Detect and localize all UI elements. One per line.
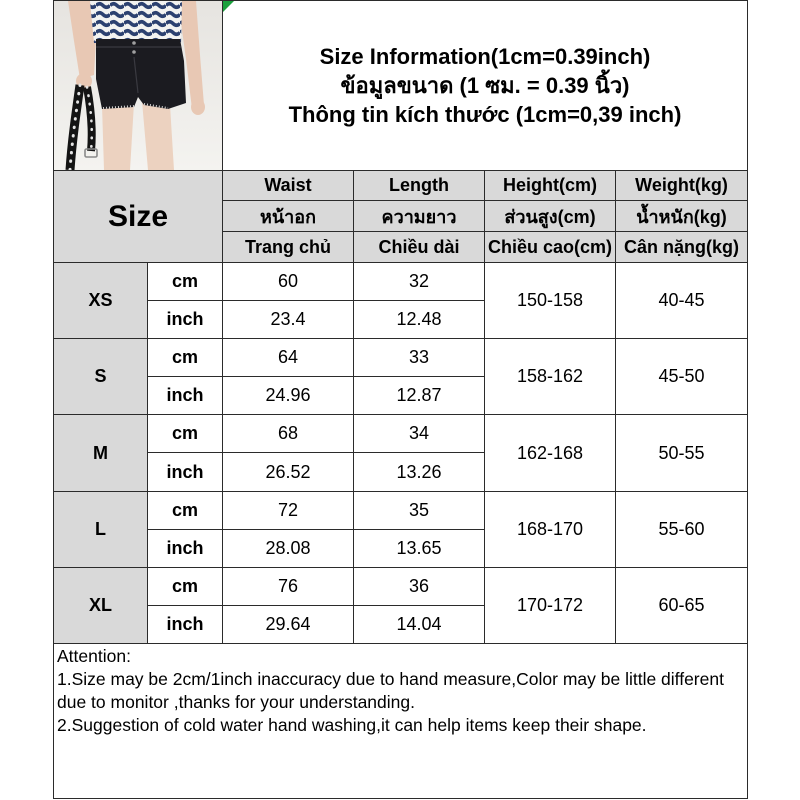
header-height-th: ส่วนสูง(cm)	[485, 201, 615, 231]
waist-cm-value: 60	[223, 263, 353, 300]
unit-label-inch: inch	[148, 606, 222, 643]
waist-inch-value: 29.64	[223, 606, 353, 643]
length-inch-value: 12.87	[354, 377, 484, 414]
size-chart	[53, 0, 748, 799]
attention-heading: Attention:	[57, 646, 131, 666]
waist-cm-value: 68	[223, 415, 353, 452]
header-weight-vi: Cân nặng(kg)	[616, 232, 747, 262]
header-height-en: Height(cm)	[485, 171, 615, 200]
waist-inch-value: 28.08	[223, 530, 353, 567]
model-striped-top	[90, 1, 182, 43]
weight-range: 60-65	[616, 568, 747, 643]
height-range: 150-158	[485, 263, 615, 338]
size-label: M	[54, 415, 147, 491]
waist-cm-value: 76	[223, 568, 353, 605]
weight-range: 40-45	[616, 263, 747, 338]
unit-label-inch: inch	[148, 301, 222, 338]
length-cm-value: 32	[354, 263, 484, 300]
header-weight-en: Weight(kg)	[616, 171, 747, 200]
weight-range: 55-60	[616, 492, 747, 567]
shorts-button-top	[132, 41, 136, 45]
length-inch-value: 12.48	[354, 301, 484, 338]
header-weight-th: น้ำหนัก(kg)	[616, 201, 747, 231]
size-label: XL	[54, 568, 147, 643]
size-label: XS	[54, 263, 147, 338]
unit-label-cm: cm	[148, 492, 222, 529]
model-left-leg	[102, 103, 134, 170]
unit-label-inch: inch	[148, 530, 222, 567]
unit-label-cm: cm	[148, 415, 222, 452]
weight-range: 45-50	[616, 339, 747, 414]
unit-label-inch: inch	[148, 377, 222, 414]
length-cm-value: 35	[354, 492, 484, 529]
height-range: 162-168	[485, 415, 615, 491]
size-info-title	[223, 1, 747, 170]
height-range: 170-172	[485, 568, 615, 643]
model-right-hand	[191, 99, 205, 115]
height-range: 158-162	[485, 339, 615, 414]
header-length-vi: Chiều dài	[354, 232, 484, 262]
model-black-shorts	[96, 39, 186, 109]
unit-label-cm: cm	[148, 339, 222, 376]
height-range: 168-170	[485, 492, 615, 567]
striped-top-body	[90, 1, 182, 43]
size-column-header: Size	[54, 171, 222, 262]
header-height-vi: Chiều cao(cm)	[485, 232, 615, 262]
waist-inch-value: 23.4	[223, 301, 353, 338]
unit-label-cm: cm	[148, 568, 222, 605]
waist-cm-value: 64	[223, 339, 353, 376]
shorts-body	[96, 39, 186, 109]
header-waist-th: หน้าอก	[223, 201, 353, 231]
size-label: L	[54, 492, 147, 567]
length-cm-value: 34	[354, 415, 484, 452]
product-photo	[54, 1, 222, 170]
attention-box	[54, 644, 747, 798]
length-cm-value: 33	[354, 339, 484, 376]
length-inch-value: 13.26	[354, 453, 484, 491]
attention-note-measurement: 1.Size may be 2cm/1inch inaccuracy due to hand measure,Color may be little different due to monitor ,thanks for your understanding.	[57, 669, 724, 712]
waist-cm-value: 72	[223, 492, 353, 529]
header-waist-en: Waist	[223, 171, 353, 200]
header-length-th: ความยาว	[354, 201, 484, 231]
attention-note-washing: 2.Suggestion of cold water hand washing,it can help items keep their shape.	[57, 715, 647, 735]
waist-inch-value: 24.96	[223, 377, 353, 414]
green-corner-marker	[223, 1, 234, 12]
title-vietnamese: Thông tin kích thước (1cm=0,39 inch)	[288, 102, 682, 127]
size-label: S	[54, 339, 147, 414]
length-inch-value: 14.04	[354, 606, 484, 643]
waist-inch-value: 26.52	[223, 453, 353, 491]
shorts-button-bottom	[132, 50, 136, 54]
header-waist-vi: Trang chủ	[223, 232, 353, 262]
header-length-en: Length	[354, 171, 484, 200]
unit-label-inch: inch	[148, 453, 222, 491]
length-inch-value: 13.65	[354, 530, 484, 567]
model-illustration	[54, 1, 222, 170]
title-thai: ข้อมูลขนาด (1 ซม. = 0.39 นิ้ว)	[340, 73, 630, 98]
title-english: Size Information(1cm=0.39inch)	[319, 44, 651, 69]
unit-label-cm: cm	[148, 263, 222, 300]
weight-range: 50-55	[616, 415, 747, 491]
length-cm-value: 36	[354, 568, 484, 605]
